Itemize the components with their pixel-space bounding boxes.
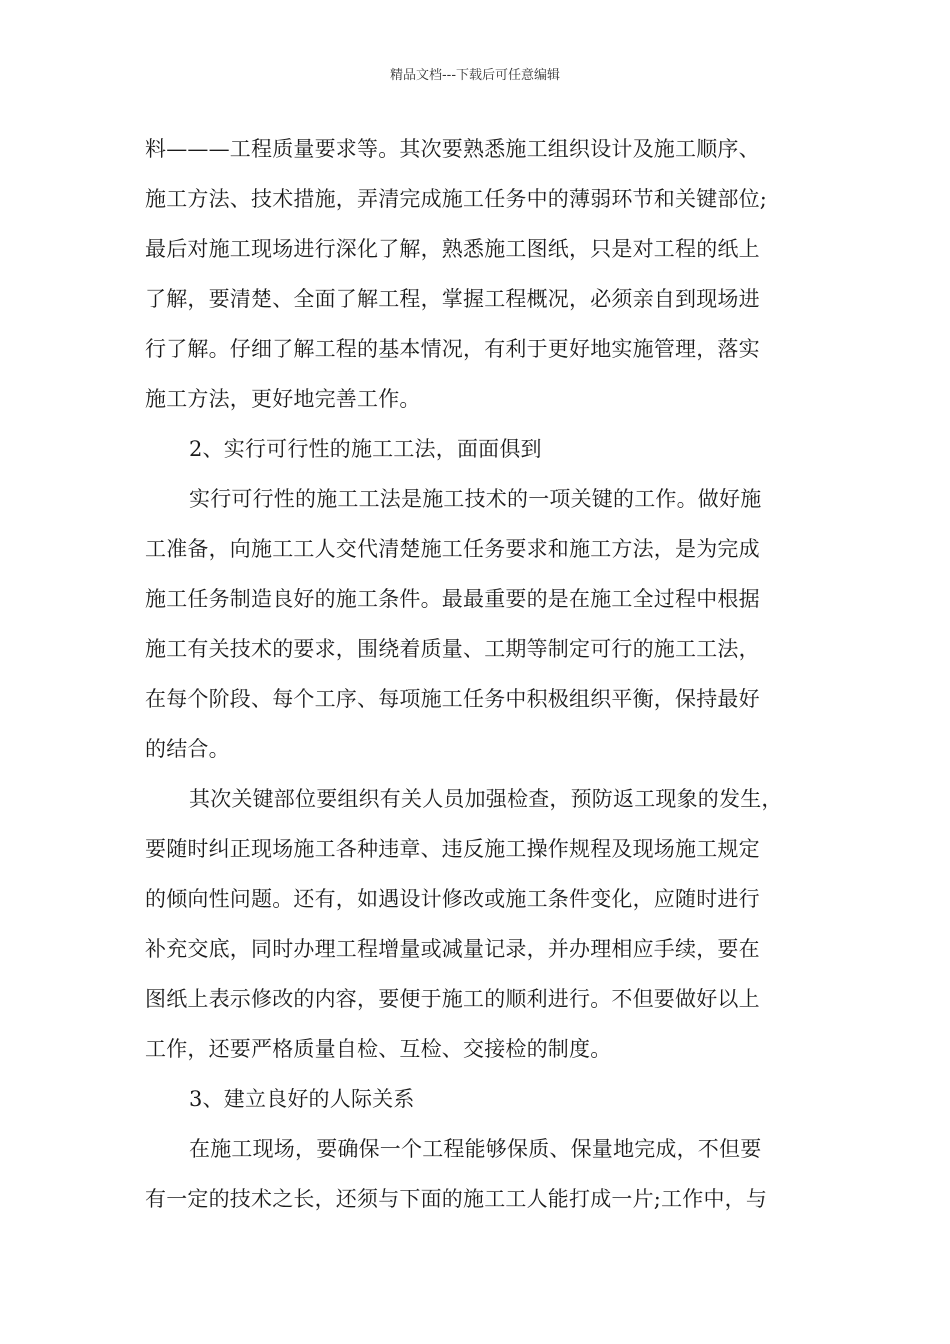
section-heading: 2、实行可行性的施工工法，面面俱到 bbox=[189, 437, 542, 461]
text-line: 的结合。 bbox=[145, 737, 230, 761]
text-line: 施工有关技术的要求，围绕着质量、工期等制定可行的施工工法， bbox=[145, 637, 760, 661]
text-line: 有一定的技术之长，还须与下面的施工工人能打成一片;工作中，与 bbox=[145, 1187, 768, 1211]
text-line: 的倾向性问题。还有，如遇设计修改或施工条件变化，应随时进行 bbox=[145, 887, 760, 911]
text-line: 施工方法，更好地完善工作。 bbox=[145, 387, 421, 411]
paragraph-start-line: 其次关键部位要组织有关人员加强检查，预防返工现象的发生， bbox=[189, 787, 783, 811]
text-line: 补充交底，同时办理工程增量或减量记录，并办理相应手续，要在 bbox=[145, 937, 760, 961]
text-line: 要随时纠正现场施工各种违章、违反施工操作规程及现场施工规定 bbox=[145, 837, 760, 861]
text-line: 工作，还要严格质量自检、互检、交接检的制度。 bbox=[145, 1037, 612, 1061]
section-heading: 3、建立良好的人际关系 bbox=[189, 1087, 415, 1111]
text-line: 工准备，向施工工人交代清楚施工任务要求和施工方法，是为完成 bbox=[145, 537, 760, 561]
document-body bbox=[145, 124, 825, 1224]
text-line: 图纸上表示修改的内容，要便于施工的顺利进行。不但要做好以上 bbox=[145, 987, 760, 1011]
text-line: 在每个阶段、每个工序、每项施工任务中积极组织平衡，保持最好 bbox=[145, 687, 760, 711]
paragraph-start-line: 实行可行性的施工工法是施工技术的一项关键的工作。做好施 bbox=[189, 487, 762, 511]
paragraph-start-line: 在施工现场，要确保一个工程能够保质、保量地完成，不但要 bbox=[189, 1137, 762, 1161]
text-line: 最后对施工现场进行深化了解，熟悉施工图纸，只是对工程的纸上 bbox=[145, 237, 760, 261]
text-line: 施工任务制造良好的施工条件。最最重要的是在施工全过程中根据 bbox=[145, 587, 760, 611]
text-line: 施工方法、技术措施，弄清完成施工任务中的薄弱环节和关键部位; bbox=[145, 187, 768, 211]
text-line: 了解，要清楚、全面了解工程，掌握工程概况，必须亲自到现场进 bbox=[145, 287, 760, 311]
page-header: 精品文档---下载后可任意编辑 bbox=[389, 68, 561, 83]
text-line: 料———工程质量要求等。其次要熟悉施工组织设计及施工顺序、 bbox=[145, 137, 760, 161]
text-line: 行了解。仔细了解工程的基本情况，有利于更好地实施管理，落实 bbox=[145, 337, 760, 361]
